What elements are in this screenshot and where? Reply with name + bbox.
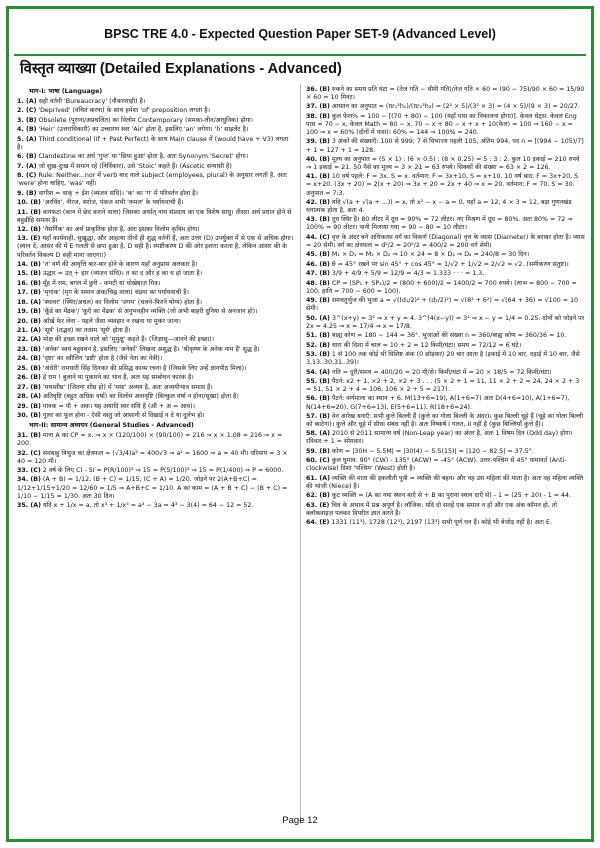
question-number: 21. (A) (17, 327, 41, 335)
explanation-text: व्यक्ति की माता की इकलौती पुत्री = व्यक्ति की बहन। और वह उस महिला की माता है। अतः वह महिला व्यक्ति की भांजी (Niece) है। (306, 474, 584, 490)
question-number: 57. (B) (306, 412, 330, 420)
question-number: 41. (B) (306, 173, 330, 181)
question-number: 1. (A) (17, 98, 37, 106)
explanation-text: 'नैसर्गिक' का अर्थ प्राकृतिक होता है, अतः इसका विलोम कृत्रिम होगा। (40, 226, 200, 233)
explanation-item (17, 365, 296, 373)
question-number: 27. (B) (17, 383, 41, 391)
explanation-item (306, 86, 585, 102)
explanation-item (306, 448, 585, 456)
explanation-item (306, 332, 585, 340)
explanation-item (17, 502, 296, 510)
question-number: 24. (B) (17, 355, 41, 363)
question-number: 63. (E) (306, 501, 330, 509)
explanation-item (17, 235, 296, 259)
question-number: 31. (B) (17, 432, 41, 440)
explanation-text: 1 से 100 तक कोई भी विशिष्ट अंक (0 छोड़कर) 20 बार आता है (इकाई में 10 बार, दहाई में 10 बार, जैसे 3,13..30,31..39)। (306, 351, 580, 367)
question-number: 48. (B) (306, 279, 330, 287)
explanation-text: मोक्ष की इच्छा रखने वाले को 'मुमुक्षु' कहते हैं। (जिज्ञासु—जानने की इच्छा)। (40, 336, 214, 344)
part-heading: भाग-I: भाषा (Language) (29, 88, 103, 95)
explanation-item (306, 378, 585, 394)
explanation-item (306, 199, 585, 215)
question-number: 49. (B) (306, 297, 330, 305)
explanation-item (17, 467, 296, 475)
explanation-item (306, 369, 585, 377)
question-number: 18. (A) (17, 298, 41, 306)
explanation-text: रुकने का समय प्रति घंटा = (तेज गति − धीमी गति)/तेज गति × 60 = (90 − 75)/90 × 60 = 15/90 × 60 = 10 मिनट। (306, 86, 585, 102)
explanation-item (306, 430, 585, 446)
explanation-text: Third conditional (If + Past Perfect) के साथ Main clause में (would have + V3) लगता है। (17, 135, 289, 151)
explanation-text: धारा की दिशा में चाल = 10 + 2 = 12 किमी/घंटा। समय = 72/12 = 6 घंटे। (329, 341, 522, 349)
explanation-item (17, 403, 296, 411)
explanation-text: 3^(x+y) = 3⁴ ⇒ x + y = 4. 3^(4(x−y)) = 3¹ ⇒ x − y = 1/4 = 0.25. दोनों को जोड़ने पर 2x = 4.25 ⇒ x = 17/4 ⇒ x = 17/8. (306, 314, 585, 330)
question-number: 10. (B) (17, 199, 41, 207)
question-number: 33. (C) (17, 467, 41, 475)
explanation-text: सही वर्तनी 'Bureaucracy' (नौकरशाही) है। (36, 98, 146, 106)
explanation-item (306, 342, 585, 350)
question-number: 40. (B) (306, 155, 330, 163)
explanation-text: 2010 से 2011 सामान्य वर्ष (Non-Leap year) का अंतर है, अतः 1 विषम दिन (Odd day) होगा। रविवार + 1 = सोमवार। (306, 430, 573, 446)
explanation-item (306, 395, 585, 411)
question-number: 54. (A) (306, 368, 330, 376)
column-divider (300, 84, 301, 824)
explanation-text: दूध स्थिर है। 80 लीटर में दूध = 90% = 72 लीटर। नए मिश्रण में दूध = 80%. अतः 80% = 72 ⇒ 100% = 90 लीटर। पानी मिलाया गया = 90 − 80 = 10 लीटर। (306, 216, 573, 232)
question-number: 38. (B) (306, 112, 330, 120)
explanation-item (17, 126, 296, 134)
explanation-text: Clandestine का अर्थ 'गुप्त' या 'छिपा हुआ' होता है, अतः Synonym 'Secret' होगा। (36, 153, 249, 161)
explanation-text: बाह्य कोण = 180 − 144 = 36°. भुजाओं की संख्या n = 360/बाह्य कोण = 360/36 = 10. (329, 332, 567, 340)
explanation-item (306, 519, 585, 527)
question-number: 3. (B) (17, 116, 37, 124)
question-number: 25. (B) (17, 364, 41, 372)
question-number: 9. (B) (17, 189, 37, 197)
explanation-text: 3/9 + 4/9 + 5/9 = 12/9 = 4/3 = 1.333 · · · = 1.3. (329, 270, 485, 278)
explanation-text: Obsolete (पुराना/अप्रचलित) का विलोम Contemporary (समका-लीन/आधुनिक) होगा। (36, 116, 254, 124)
explanation-item (17, 374, 296, 382)
part-heading: भाग-II: सामान्य अध्ययन (General Studies - Advanced) (29, 422, 194, 430)
explanation-text: मूँह में राम, बगल में छुरी - कपटी या धोखेबाज़ मित्र। (40, 279, 161, 287)
explanation-text: यदि x + 1/x = a, तो x³ + 1/x³ = a³ − 3a = 4³ − 3(4) = 64 − 12 = 52. (40, 502, 254, 509)
question-number: 47. (B) (306, 270, 330, 278)
question-number: 46. (B) (306, 260, 330, 268)
question-number: 26. (B) (17, 374, 41, 382)
explanation-text: वृत्त के अंदर बने अधिकतम वर्ग का विकर्ण (Diagonal) वृत्त के व्यास (Diameter) के बराबर होता है। व्यास = 20 सेमी। वर्ग का क्षेत्रफल = d²/2 = 20²/2 = 400/2 = 200 वर्ग सेमी। (306, 233, 585, 249)
explanation-text: पैटर्न: x2 + 1, ×2 + 2, ×2 + 3 . . . (5 × 2 + 1 = 11, 11 × 2 + 2 = 24, 24 × 2 + 3 = 51, 51 × 2 + 4 = 106, 106 × 2 + 5 = 217). (306, 377, 580, 394)
explanation-item (306, 457, 585, 473)
explanation-item (306, 413, 585, 429)
explanation-text: 'Heir' (उत्तराधिकारी) का उच्चारण स्वर 'Air' होता है, इसलिए 'an' लगेगा। 'h' साइलेंट है। (36, 126, 249, 134)
question-number: 30. (B) (17, 411, 41, 419)
explanation-item (17, 261, 296, 269)
question-number: 8. (C) (17, 172, 37, 180)
explanation-text: माना A का CP = x. ⇒ x × (120/100) × (90/100) = 216 ⇒ x × 1.08 = 216 ⇒ x = 200. (17, 432, 283, 448)
explanation-item (306, 475, 585, 491)
question-number: 16. (B) (17, 279, 41, 287)
explanation-text: 2 वर्ष के लिए CI - SI = P(R/100)² ⇒ 15 = P(5/100)² ⇒ 15 = P(1/400) ⇒ P = 6000. (40, 467, 284, 475)
explanation-item (306, 113, 585, 137)
explanation-text: चित्र के अभाव में प्रश्न अपूर्ण है। लॉजिक: यदि दो सतहें एक समान न हों और एक अंक कॉमन हो, तो क्लॉकवाइज़ पलकर विपरीत ज्ञात करते हैं। (306, 501, 558, 517)
question-number: 17. (B) (17, 289, 41, 297)
explanation-item (306, 270, 585, 278)
explanation-text: 'स्थावर' (स्थिर/अचल) का विलोम 'जंगम' (चलने-फिरने योग्य) होता है। (40, 298, 203, 306)
explanation-text: समचतुर्भुज की भुजा a = √((d₁/2)² + (d₂/2)²) = √(8² + 6²) = √(64 + 36) = √100 = 10 सेमी। (306, 297, 578, 313)
explanation-item (17, 153, 296, 161)
explanation-item (17, 299, 296, 307)
explanation-text: 10 वर्ष पहले: F = 3x, S = x. वर्तमान: F = 3x+10, S = x+10. 10 वर्ष बाद: F = 3x+20, S = x+20. (3x + 20) = 2(x + 20) ⇒ 3x + 20 = 2x + 40 ⇒ x = 20. वर्तमान: F = 70, S = 30. अनुपात = 7:3. (306, 173, 579, 197)
question-number: 64. (E) (306, 519, 330, 527)
explanation-text: हे राम ! बुलाने या पुकारने का भाव है, अतः यह सम्बोधन कारक है। (40, 374, 194, 382)
explanation-text: गति = दूरी/समय = 400/20 = 20 मी/से। किमी/घंटा में = 20 × 18/5 = 72 किमी/घंटा। (329, 368, 552, 376)
question-number: 19. (B) (17, 308, 41, 316)
explanation-text: 'त' वर्ण की आवृत्ति बार-बार होने के कारण यहाँ अनुप्रास अलंकार है। (40, 260, 198, 268)
explanation-item (306, 138, 585, 154)
explanation-item (17, 450, 296, 466)
explanation-text: यहाँ कार्यवाही, सुखुद्धा, और आहत्या तीनों ही शुद्ध वर्तनी हैं, अतः उत्तर (D) उपर्युक्त में से एक से अधिक होगा। (ध्यान दें, आंसर की में E गलती से छपा हुआ है, D सही है। स्पष्टीकरण D की ओर इशारा करता है, लेकिन आंसर की के परिवर्तन विकल्प D सही माना जाएगा।) (17, 235, 294, 259)
explanation-item (306, 251, 585, 259)
question-number: 44. (C) (306, 233, 330, 241)
question-number: 52. (B) (306, 341, 330, 349)
explanation-text: 'दृष्टा' का स्त्रीलिंग 'द्रष्टी' होता है (जैसे नेता का नेत्री)। (40, 355, 163, 363)
explanation-item (306, 351, 585, 367)
explanation-item (17, 476, 296, 500)
explanation-item (17, 327, 296, 335)
left-column (17, 86, 296, 511)
question-number: 20. (B) (17, 317, 41, 325)
explanation-item (17, 384, 296, 392)
document-title: BPSC TRE 4.0 - Expected Question Paper SET-9 (Advanced Level) (104, 27, 496, 41)
question-number: 6. (B) (17, 153, 37, 161)
question-number: 23. (B) (17, 345, 41, 353)
question-number: 61. (A) (306, 474, 330, 482)
explanation-item (306, 156, 585, 172)
explanation-text: 'यथाशीघ्र' (जितना शीघ्र हो) में 'यथा' अव्यय है, अतः अव्ययीभाव समास है। (40, 383, 213, 391)
explanation-text: Rule: Neither...nor में verb बाद वाले subject (employees, plural) के अनुसार लगती है, अतः 'were' होना चाहिए, 'was' नहीं। (17, 172, 287, 188)
question-number: 28. (A) (17, 393, 41, 401)
page-number: Page 12 (282, 815, 318, 826)
question-number: 32. (C) (17, 449, 41, 457)
question-number: 45. (B) (306, 251, 330, 259)
question-number: 53. (B) (306, 351, 330, 359)
explanation-text: यदि √(a + √(a + ...)) = x, तो x² − x − a = 0. यहाँ a = 12, 4 × 3 = 12, बड़ा गुणनखंड धनात्मक होता है, अतः 4. (306, 198, 572, 214)
question-number: 60. (C) (306, 457, 330, 465)
question-number: 62. (B) (306, 492, 330, 500)
question-number: 35. (A) (17, 502, 41, 509)
question-number: 14. (B) (17, 260, 41, 268)
question-number: 59. (B) (306, 447, 330, 455)
explanation-text: वागीश = वाक् + ईश (व्यंजन संधि)। 'क' का 'ग' में परिवर्तन होता है। (36, 189, 198, 197)
explanation-item (17, 318, 296, 326)
question-number: 22. (A) (17, 336, 41, 344)
explanation-text: समबाहु त्रिभुज का क्षेत्रफल = (√3/4)a² = 400√3 ⇒ a² = 1600 ⇒ a = 40 मी। परिमाप = 3 × 40 = 120 मी। (17, 449, 288, 465)
explanation-item (17, 289, 296, 297)
explanation-item (17, 308, 296, 316)
section-title: विस्तृत व्याख्या (Detailed Explanations - Advanced) (20, 61, 342, 77)
page-header (14, 14, 586, 56)
explanation-text: 'कूँडे का मेंढक'/ 'कुएँ का मेंढक' से अनुभवहीन व्यक्ति (जो अभी बाहरी दुनिया से अनजान हो)। (40, 308, 258, 316)
explanation-item (17, 346, 296, 354)
explanation-text: कोण = |30H − 5.5M| = |30(4) − 5.5(15)| = |120 − 82.5| = 37.5°. (329, 447, 534, 455)
explanation-item (17, 280, 296, 288)
question-number: 5. (A) (17, 135, 37, 143)
question-number: 42. (B) (306, 198, 330, 206)
explanation-text: गूलर का फूल होना - ऐसी वस्तु जो आसानी से दिखाई न दे या दुर्लभ हो। (40, 411, 205, 419)
explanation-item (306, 502, 585, 518)
question-number: 55. (B) (306, 377, 330, 385)
question-number: 50. (A) (306, 314, 330, 322)
explanation-item (306, 216, 585, 232)
question-number: 2. (C) (17, 107, 37, 115)
explanation-item (17, 412, 296, 420)
question-number: 13. (E) (17, 235, 41, 243)
question-number: 36. (B) (306, 86, 330, 93)
explanation-item (17, 199, 296, 207)
question-number: 34. (B) (17, 476, 41, 484)
explanation-text: θ = 45° रखने पर sin 45° + cos 45° = 1/√2 + 1/√2 = 2/√2 = √2. (समीकरण संतुष्ट)। (329, 260, 569, 268)
explanation-text: पावक = पौ + अक। यह अयादि स्वर संधि है (औ + अ = आव)। (40, 402, 196, 410)
explanation-text: 'अंधेरी' रामधारी सिंह दिनकर की प्रसिद्ध काव्य रचना है (जिसके लिए उन्हें ज्ञानपीठ मिला)। (40, 364, 247, 372)
explanation-text: आयतन का अनुपात = (πr₁²h₁)/(πr₂²h₂) = (2² × 5)/(3² × 3) = (4 × 5)/(9 × 3) = 20/27. (329, 103, 580, 111)
explanation-item (17, 226, 296, 234)
question-number: 4. (B) (17, 126, 37, 134)
explanation-text: CP = (SP₁ + SP₂)/2 = (800 + 600)/2 = 1400/2 = 700 रुपये। (लाभ = 800 − 700 = 100, हानि = 700 − 600 = 100). (306, 279, 577, 295)
explanation-item (306, 234, 585, 250)
explanation-text: 'सूर्य' (तद्भव) का तत्सम 'सूर्य' होता है। (40, 327, 131, 335)
explanation-item (306, 315, 585, 331)
question-number: 12. (B) (17, 226, 41, 233)
explanation-item (17, 98, 296, 106)
explanation-item (17, 355, 296, 363)
explanation-text: जो सुख-दुःख में समान रहे (निर्विकार), उसे 'Stoic' कहते हैं। (Ascetic संन्यासी है) (36, 162, 232, 170)
explanation-text: आँखें फेर लेना - पहले जैसा व्यवहार न रखना या मुकर जाना। (40, 317, 181, 325)
explanation-item (17, 336, 296, 344)
question-number: 58. (A) (306, 430, 330, 438)
explanation-text: 3 अंकों की संख्याएँ: 100 से 999; 7 से विभाज्य पहली 105, अंतिम 994. पद n = [(994 − 105)/7] + 1 = 127 + 1 = 128. (306, 138, 584, 154)
explanation-text: (A + B) = 1/12, (B + C) = 1/15, (C + A) = 1/20. जोड़ने पर 2(A+B+C) = 1/12+1/15+1/20 = 12/60 = 1/5 ⇒ A+B+C = 1/10. A का काम = (A + B + C) − (B + C) = 1/10 − 1/15 = 1/30. अतः 30 दिन। (17, 476, 288, 500)
explanation-text: 'अनेक' स्वयं बहुवचन है, इसलिए 'अनेकों' लिखना अशुद्ध है। 'श्रीकृष्ण के अनेक नाम हैं' शुद्ध है। (40, 345, 260, 353)
explanation-item (17, 270, 296, 278)
explanation-item (17, 107, 296, 115)
explanation-item (306, 173, 585, 197)
explanation-text: अतिवृष्टि (बहुत अधिक वर्षा) का विलोम अनावृष्टि (बिल्कुल वर्षा न होना/सूखा) होता है। (40, 393, 239, 401)
explanation-item (17, 136, 296, 152)
explanation-item (306, 492, 585, 500)
explanation-text: कुल घुमाव: 90° (CW) - 135° (ACW) = -45° (ACW). उत्तर-पश्चिम से 45° वामावर्त (Anti-clockwise) दिशा 'पश्चिम' (West) होती है। (306, 457, 567, 473)
explanation-text: कुल फेल% = 100 − [(70 + 80) − 100 (यहाँ पास का निकालना होगा)]. केवल सेट्स: केवल Eng पास = 70 − x, केवल Math = 80 − x. 70 − x + 80 − x + x + 10(फेल) = 100 ⇒ 160 − x = 100 ⇒ x = 60% (दोनों में पास)। 60% = 144 ⇒ 100% = 240. (306, 112, 577, 137)
explanation-text: M₁ × D₁ = M₂ × D₂ ⇒ 10 × 24 = 8 × D₂ ⇒ D₂ = 240/8 = 30 दिन। (329, 251, 530, 259)
explanation-text: 1331 (11³), 1728 (12³), 2197 (13³) सभी पूर्ण घन हैं। कोई भी बेजोड़ नहीं है। अतः E. (329, 519, 552, 527)
explanation-text: कूट व्यक्ति = (A का नया स्थान बाएँ से + B का पुराना स्थान दाएँ से) - 1 = (25 + 20) - 1 = 44. (329, 492, 572, 500)
explanation-item (17, 393, 296, 401)
explanation-text: 'अरविंद', नीरज, सरोज, पंकज सभी 'कमल' के पर्यायवाची हैं। (40, 199, 184, 207)
explanation-text: 'Deprived' (वंचित करना) के साथ हमेशा 'of' preposition लगता है। (36, 107, 210, 115)
question-number: 15. (B) (17, 270, 41, 278)
explanation-text: 'मृगांक' (मृग के समान अंक/चिह्न वाला) चंद्रमा का पर्यायवाची है। (40, 289, 189, 297)
question-number: 56. (B) (306, 395, 330, 403)
question-number: 11. (B) (17, 208, 41, 216)
explanation-item (306, 297, 585, 313)
question-number: 37. (B) (306, 103, 330, 111)
question-number: 7. (A) (17, 162, 37, 170)
explanation-text: मूल्य का अनुपात = (5 × 1) : (6 × 0.5) : (8 × 0.25) = 5 : 3 : 2. कुल 10 इकाई = 210 रुपये ⇒ 1 इकाई = 21. 50 पैसे का मूल्य = 3 × 21 = 63 रुपये। सिक्कों की संख्या = 63 × 2 = 126. (306, 155, 580, 171)
question-number: 43. (B) (306, 216, 330, 224)
explanation-item (17, 432, 296, 448)
explanation-item (17, 172, 296, 188)
explanation-item (306, 103, 585, 111)
explanation-text: कनफटा (कान में छेद कराने वाला) जिसका अर्थात् नाथ संप्रदाय का एक विशेष साधु। तीसरा अर्थ प्रधान होने से बहुव्रीहि समास है। (17, 208, 292, 224)
explanation-item (17, 117, 296, 125)
right-column (306, 86, 585, 529)
explanation-item (17, 190, 296, 198)
explanation-item (17, 209, 296, 225)
explanation-text: वेन आरेख बनाएँ: सभी कुत्ते बिल्ली हैं (कुत्ते का गोला बिल्ली के अंदर)। कुछ बिल्ली चूहे हैं (चूहे का गोला बिल्ली को काटेगा)। कुत्ते और चूहे में सीधा संबंध नहीं है। अतः निष्कर्ष I गलत, II नहीं है (कुछ बिल्लियाँ कुत्ते हैं)। (306, 412, 584, 428)
question-number: 51. (B) (306, 332, 330, 340)
explanation-text: पैटर्न: वर्णमाला का स्थान + 6. M(13+6=19), A(1+6=7) अतः D(4+6=10), A(1+6=7), N(14+6=20), G(7+6=13), E(5+6=11), R(18+6=24). (306, 395, 570, 411)
question-number: 39. (B) (306, 138, 330, 146)
explanation-item (306, 261, 585, 269)
explanation-text: उद्धार = उत् + हार (व्यंजन संधि)। त का द और ह का ध हो जाता है। (40, 270, 203, 278)
question-number: 29. (B) (17, 402, 41, 410)
explanation-item (17, 163, 296, 171)
explanation-item (306, 280, 585, 296)
